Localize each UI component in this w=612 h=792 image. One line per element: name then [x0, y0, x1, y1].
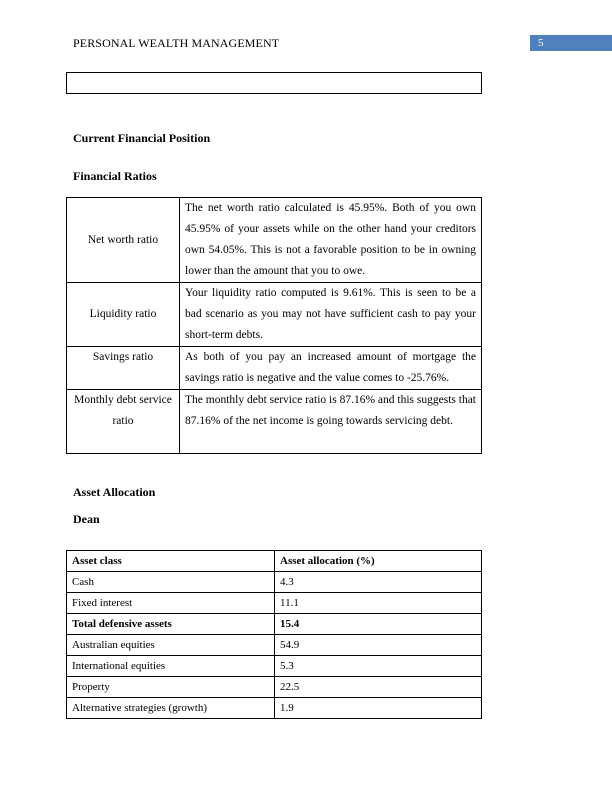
asset-class-cell: Property [67, 677, 275, 698]
asset-allocation-table [66, 550, 482, 719]
table-row [67, 198, 482, 283]
page-number-badge: 5 [530, 35, 612, 51]
table-row [67, 572, 482, 593]
financial-ratios-table [66, 197, 482, 454]
heading-current-financial-position: Current Financial Position [73, 131, 211, 145]
ratio-description: As both of you pay an increased amount of mortgage the savings ratio is negative and the value comes to -25.76%. [180, 347, 482, 390]
ratio-label: Net worth ratio [67, 198, 180, 283]
table-row [67, 698, 482, 719]
asset-class-cell: Australian equities [67, 635, 275, 656]
table-row [67, 347, 482, 390]
heading-financial-ratios: Financial Ratios [73, 169, 157, 183]
asset-class-cell: International equities [67, 656, 275, 677]
column-header: Asset allocation (%) [275, 551, 482, 572]
table-row [67, 593, 482, 614]
ratio-description: The net worth ratio calculated is 45.95%. Both of you own 45.95% of your assets while on the other hand your creditors own 54.05%. This is not a favorable position to be in owning lower than the amount that you to owe. [180, 198, 482, 283]
table-row [67, 635, 482, 656]
asset-class-cell: Cash [67, 572, 275, 593]
allocation-value-cell: 15.4 [275, 614, 482, 635]
ratio-label: Liquidity ratio [67, 283, 180, 347]
table-header-row [67, 551, 482, 572]
allocation-value-cell: 5.3 [275, 656, 482, 677]
table-row [67, 656, 482, 677]
allocation-value-cell: 4.3 [275, 572, 482, 593]
empty-text-box [66, 72, 482, 94]
asset-class-cell: Alternative strategies (growth) [67, 698, 275, 719]
table-row [67, 677, 482, 698]
ratio-label: Savings ratio [67, 347, 180, 390]
ratio-description: Your liquidity ratio computed is 9.61%. This is seen to be a bad scenario as you may not have sufficient cash to pay your short-term debts. [180, 283, 482, 347]
allocation-value-cell: 54.9 [275, 635, 482, 656]
ratio-description: The monthly debt service ratio is 87.16% and this suggests that 87.16% of the net income is going towards servicing debt. [180, 390, 482, 454]
asset-class-cell: Fixed interest [67, 593, 275, 614]
table-row [67, 283, 482, 347]
heading-asset-allocation: Asset Allocation [73, 485, 156, 499]
table-row-total [67, 614, 482, 635]
ratio-label: Monthly debt service ratio [67, 390, 180, 454]
heading-person-dean: Dean [73, 512, 100, 526]
running-header-title: PERSONAL WEALTH MANAGEMENT [73, 36, 280, 50]
allocation-value-cell: 22.5 [275, 677, 482, 698]
allocation-value-cell: 1.9 [275, 698, 482, 719]
table-row [67, 390, 482, 454]
column-header: Asset class [67, 551, 275, 572]
allocation-value-cell: 11.1 [275, 593, 482, 614]
asset-class-cell: Total defensive assets [67, 614, 275, 635]
